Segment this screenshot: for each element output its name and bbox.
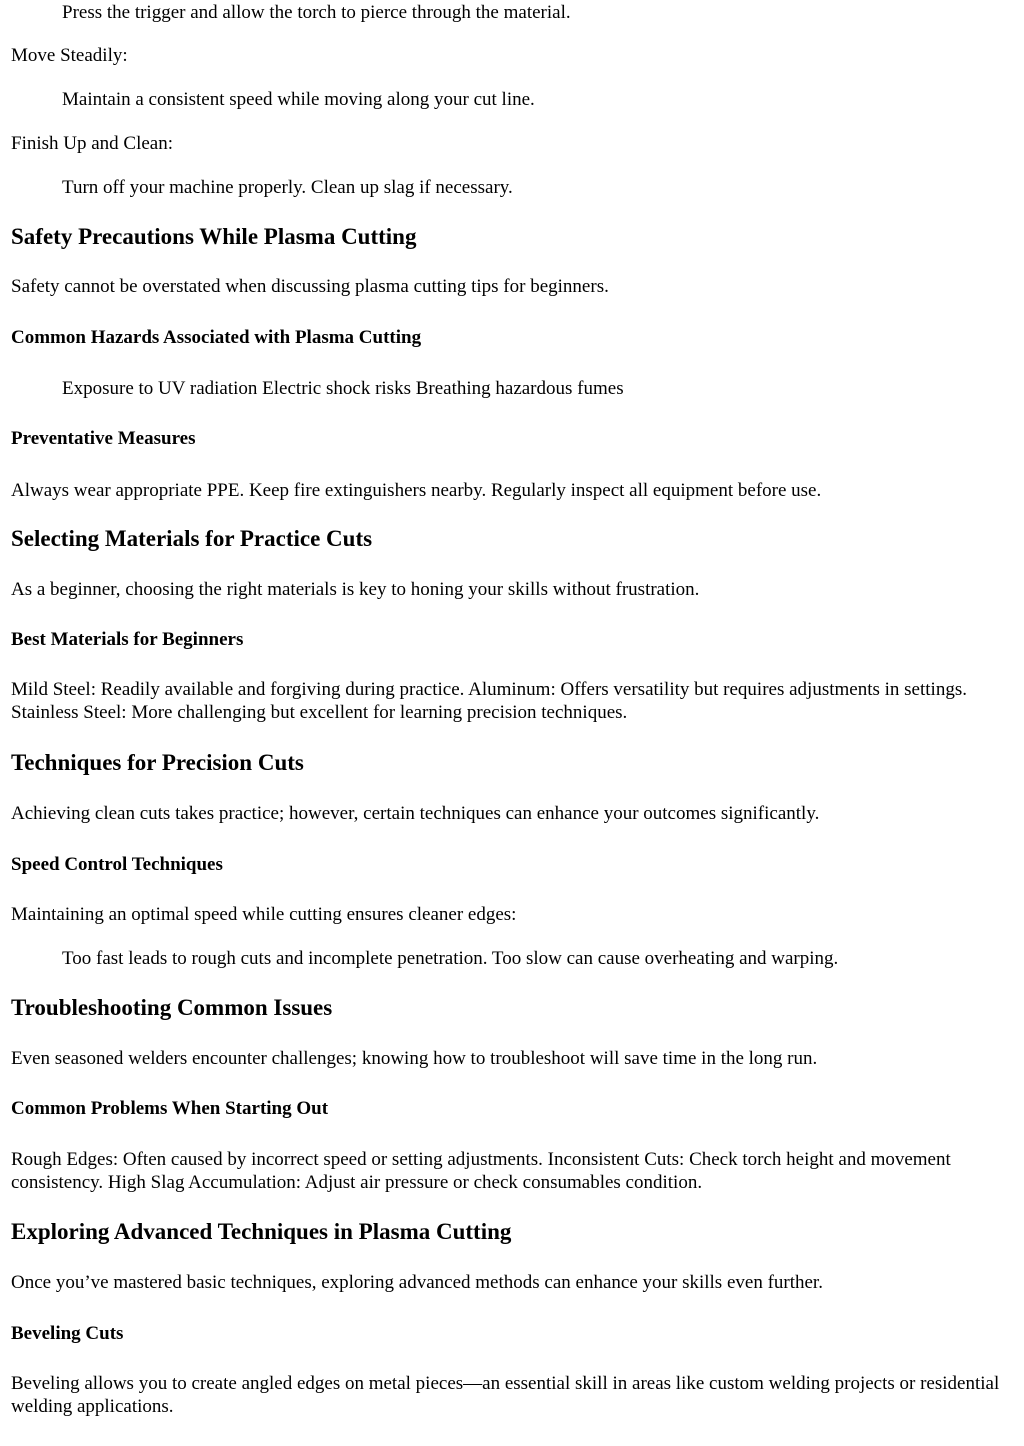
safety-heading: Safety Precautions While Plasma Cutting — [11, 224, 417, 249]
problems-text: Rough Edges: Often caused by incorrect speed or setting adjustments. Inconsistent Cuts: Check torch height and movement consistency. High Slag Accumulation: Adjust air pressure or check consumables condition. — [11, 1149, 951, 1193]
speed-control-intro: Maintaining an optimal speed while cutting ensures cleaner edges: — [11, 904, 517, 925]
step-finish-detail: Turn off your machine properly. Clean up slag if necessary. — [62, 177, 513, 198]
beveling-text: Beveling allows you to create angled edges on metal pieces—an essential skill in areas like custom welding projects or residential welding applications. — [11, 1373, 1000, 1417]
speed-control-heading: Speed Control Techniques — [11, 854, 223, 875]
safety-intro: Safety cannot be overstated when discussing plasma cutting tips for beginners. — [11, 276, 609, 297]
materials-heading: Selecting Materials for Practice Cuts — [11, 526, 373, 551]
best-materials-heading: Best Materials for Beginners — [11, 629, 244, 650]
step-finish-label: Finish Up and Clean: — [11, 133, 174, 154]
measures-heading: Preventative Measures — [11, 428, 196, 449]
advanced-heading: Exploring Advanced Techniques in Plasma Cutting — [11, 1219, 512, 1244]
advanced-intro: Once you’ve mastered basic techniques, exploring advanced methods can enhance your skills even further. — [11, 1272, 823, 1293]
precision-heading: Techniques for Precision Cuts — [11, 750, 304, 775]
precision-intro: Achieving clean cuts takes practice; however, certain techniques can enhance your outcomes significantly. — [11, 803, 820, 824]
problems-heading: Common Problems When Starting Out — [11, 1098, 329, 1119]
step-move-detail: Maintain a consistent speed while moving along your cut line. — [62, 89, 535, 110]
hazards-list: Exposure to UV radiation Electric shock risks Breathing hazardous fumes — [62, 378, 624, 399]
troubleshooting-heading: Troubleshooting Common Issues — [11, 995, 333, 1020]
troubleshooting-intro: Even seasoned welders encounter challenges; knowing how to troubleshoot will save time in the long run. — [11, 1048, 818, 1069]
hazards-heading: Common Hazards Associated with Plasma Cutting — [11, 327, 422, 348]
beveling-heading: Beveling Cuts — [11, 1323, 124, 1344]
step-move-label: Move Steadily: — [11, 45, 128, 66]
speed-control-list: Too fast leads to rough cuts and incomplete penetration. Too slow can cause overheating and warping. — [62, 948, 839, 969]
best-materials-text: Mild Steel: Readily available and forgiving during practice. Aluminum: Offers versatility but requires adjustments in settings. Stainless Steel: More challenging but excellent for learning precision techniques. — [11, 679, 967, 723]
measures-text: Always wear appropriate PPE. Keep fire extinguishers nearby. Regularly inspect all equipment before use. — [11, 480, 822, 501]
step-pierce-detail: Press the trigger and allow the torch to pierce through the material. — [62, 2, 571, 23]
materials-intro: As a beginner, choosing the right materials is key to honing your skills without frustration. — [11, 579, 700, 600]
